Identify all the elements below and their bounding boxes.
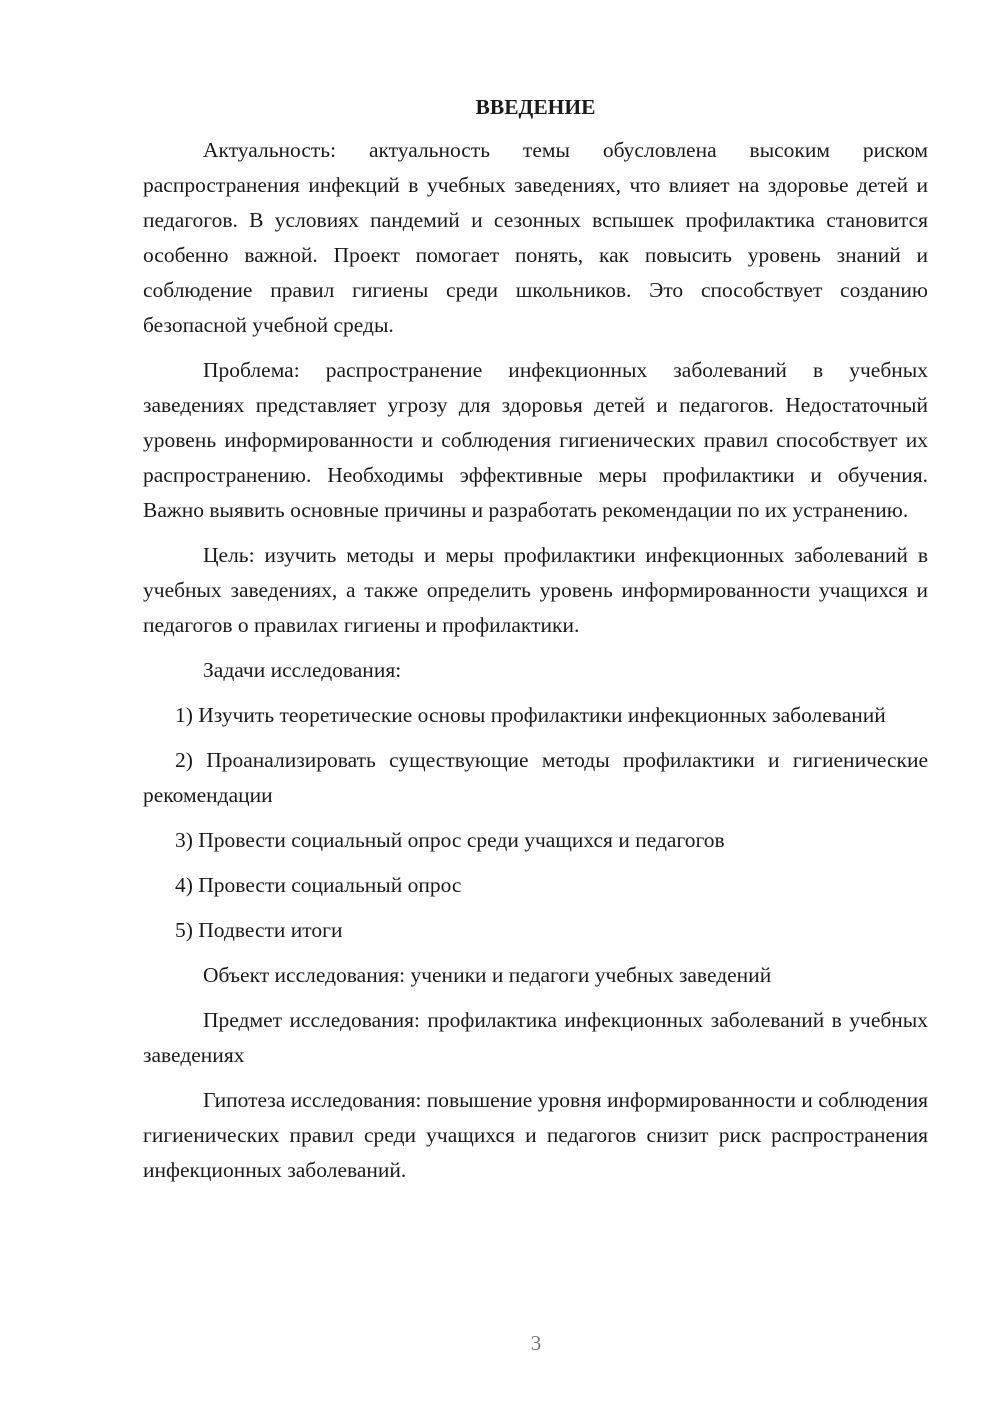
subject-paragraph: Предмет исследования: профилактика инфекционных заболеваний в учебных заведениях [143,1008,928,1067]
object-paragraph: Объект исследования: ученики и педагоги учебных заведений [203,963,772,987]
relevance-paragraph: Актуальность: актуальность темы обусловлена высоким риском распространения инфекций в учебных заведениях, что влияет на здоровье детей и педагогов. В условиях пандемий и сезонных вспышек профилактика становится особенно важной. Проект помогает понять, как повысить уровень знаний и соблюдение правил гигиены среди школьников. Это способствует созданию безопасной учебной среды. [143,138,928,337]
list-item: 3) Провести социальный опрос среди учащихся и педагогов [175,828,725,852]
hypothesis-paragraph: Гипотеза исследования: повышение уровня информированности и соблюдения гигиенических правил среди учащихся и педагогов снизит риск распространения инфекционных заболеваний. [143,1088,928,1182]
list-item: 2) Проанализировать существующие методы профилактики и гигиенические рекомендации [143,748,928,807]
goal-paragraph: Цель: изучить методы и меры профилактики инфекционных заболеваний в учебных заведениях, а также определить уровень информированности учащихся и педагогов о правилах гигиены и профилактики. [143,543,928,637]
document-page [143,90,928,1198]
tasks-list [143,698,928,948]
list-item: 1) Изучить теоретические основы профилактики инфекционных заболеваний [175,703,886,727]
tasks-heading: Задачи исследования: [203,658,402,682]
section-title: ВВЕДЕНИЕ [475,95,596,119]
problem-paragraph: Проблема: распространение инфекционных заболеваний в учебных заведениях представляет угрозу для здоровья детей и педагогов. Недостаточный уровень информированности и соблюдения гигиенических правил способствует их распространению. Необходимы эффективные меры профилактики и обучения. Важно выявить основные причины и разработать рекомендации по их устранению. [143,358,928,522]
list-item: 4) Провести социальный опрос [175,873,462,897]
list-item: 5) Подвести итоги [175,918,343,942]
page-number: 3 [530,1331,542,1355]
